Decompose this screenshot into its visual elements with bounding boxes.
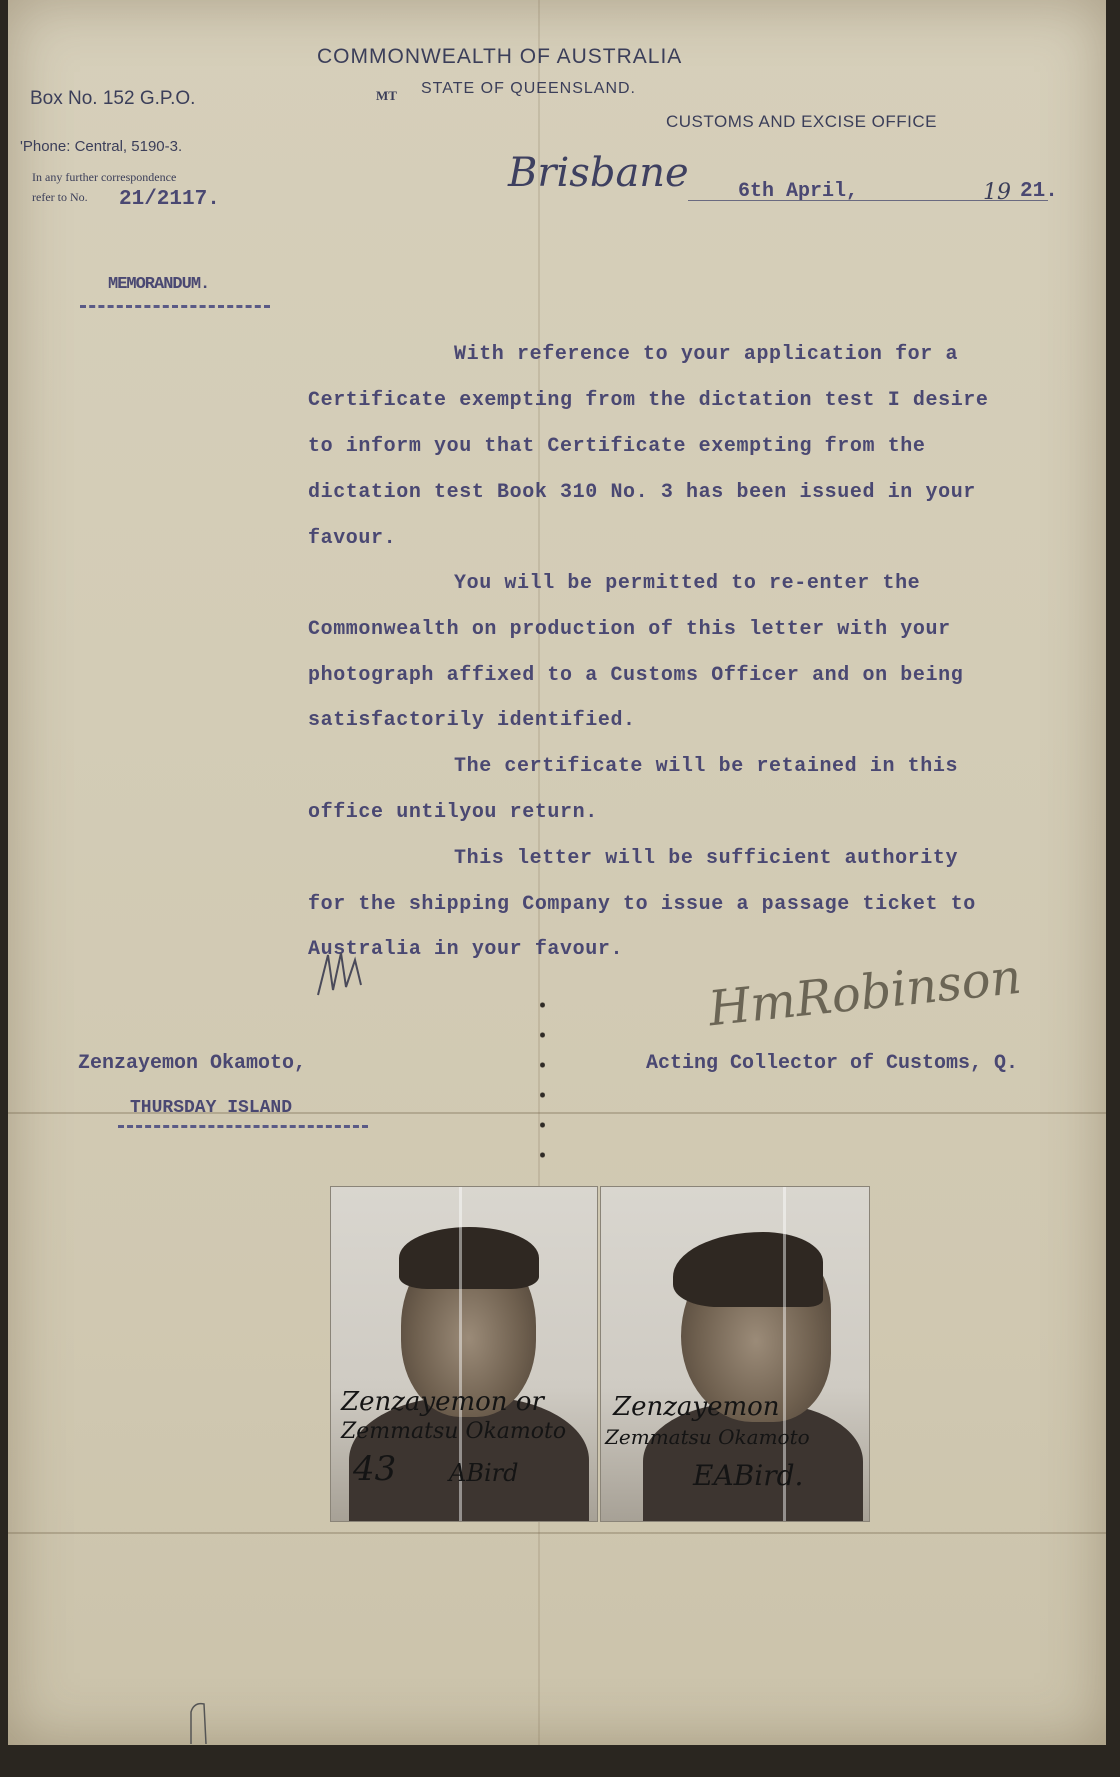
state-heading: STATE OF QUEENSLAND. bbox=[421, 80, 636, 97]
reference-number: 21/2117. bbox=[119, 188, 220, 211]
photo-caption-line1: Zenzayemon bbox=[613, 1392, 780, 1422]
photo-caption-line3: EABird. bbox=[693, 1459, 804, 1492]
body-line: favour. bbox=[308, 527, 397, 550]
commonwealth-heading: COMMONWEALTH OF AUSTRALIA bbox=[317, 45, 683, 68]
refer-label: refer to No. bbox=[32, 190, 88, 204]
photo-caption-line2: Zemmatsu Okamoto bbox=[605, 1425, 810, 1449]
body-line: for the shipping Company to issue a passage ticket to bbox=[308, 893, 976, 916]
office-heading: CUSTOMS AND EXCISE OFFICE bbox=[666, 112, 938, 131]
memorandum-underline bbox=[80, 305, 270, 311]
body-line: Commonwealth on production of this letter with your bbox=[308, 618, 951, 641]
binding-dots bbox=[540, 990, 545, 1170]
handwritten-signature: HmRobinson bbox=[705, 948, 1024, 1038]
ink-scribble bbox=[313, 945, 373, 1005]
body-line: The certificate will be retained in this bbox=[454, 755, 959, 778]
photo-caption-line2: Zemmatsu Okamoto bbox=[341, 1419, 567, 1444]
body-line: Australia in your favour. bbox=[308, 938, 624, 961]
document-page bbox=[8, 0, 1106, 1745]
body-line: With reference to your application for a bbox=[454, 343, 959, 366]
addressee-name: Zenzayemon Okamoto, bbox=[78, 1052, 307, 1075]
body-line: dictation test Book 310 No. 3 has been issued in your bbox=[308, 481, 976, 504]
box-number: Box No. 152 G.P.O. bbox=[30, 88, 196, 109]
phone-number: 'Phone: Central, 5190-3. bbox=[20, 138, 183, 155]
photo-profile bbox=[600, 1186, 870, 1522]
body-line: This letter will be sufficient authority bbox=[454, 847, 959, 870]
body-line: office untilyou return. bbox=[308, 801, 598, 824]
photo-hair bbox=[399, 1227, 539, 1289]
year-suffix: 21. bbox=[1020, 180, 1058, 203]
signatory-title: Acting Collector of Customs, Q. bbox=[646, 1052, 1019, 1075]
pencil-mark bbox=[186, 1700, 216, 1745]
body-line: photograph affixed to a Customs Officer and on being bbox=[308, 664, 964, 687]
photo-frontal bbox=[330, 1186, 598, 1522]
city-name: Brisbane bbox=[508, 150, 689, 196]
photo-caption-line4: ABird bbox=[449, 1459, 519, 1487]
photo-caption-line3: 43 bbox=[353, 1449, 397, 1489]
body-line: You will be permitted to re-enter the bbox=[454, 572, 921, 595]
place-underline bbox=[118, 1125, 368, 1131]
letter-date: 6th April, bbox=[738, 180, 859, 203]
body-line: Certificate exempting from the dictation test I desire bbox=[308, 389, 989, 412]
body-line: to inform you that Certificate exempting from the bbox=[308, 435, 926, 458]
photo-caption-line1: Zenzayemon or bbox=[341, 1387, 544, 1417]
body-line: satisfactorily identified. bbox=[308, 709, 636, 732]
year-prefix: 19 bbox=[983, 180, 1011, 205]
memorandum-label: MEMORANDUM. bbox=[108, 275, 210, 294]
state-prefix: MT bbox=[376, 88, 397, 103]
correspondence-note: In any further correspondence bbox=[32, 170, 177, 184]
addressee-place: THURSDAY ISLAND bbox=[130, 1098, 293, 1118]
fold-line bbox=[8, 1532, 1106, 1534]
